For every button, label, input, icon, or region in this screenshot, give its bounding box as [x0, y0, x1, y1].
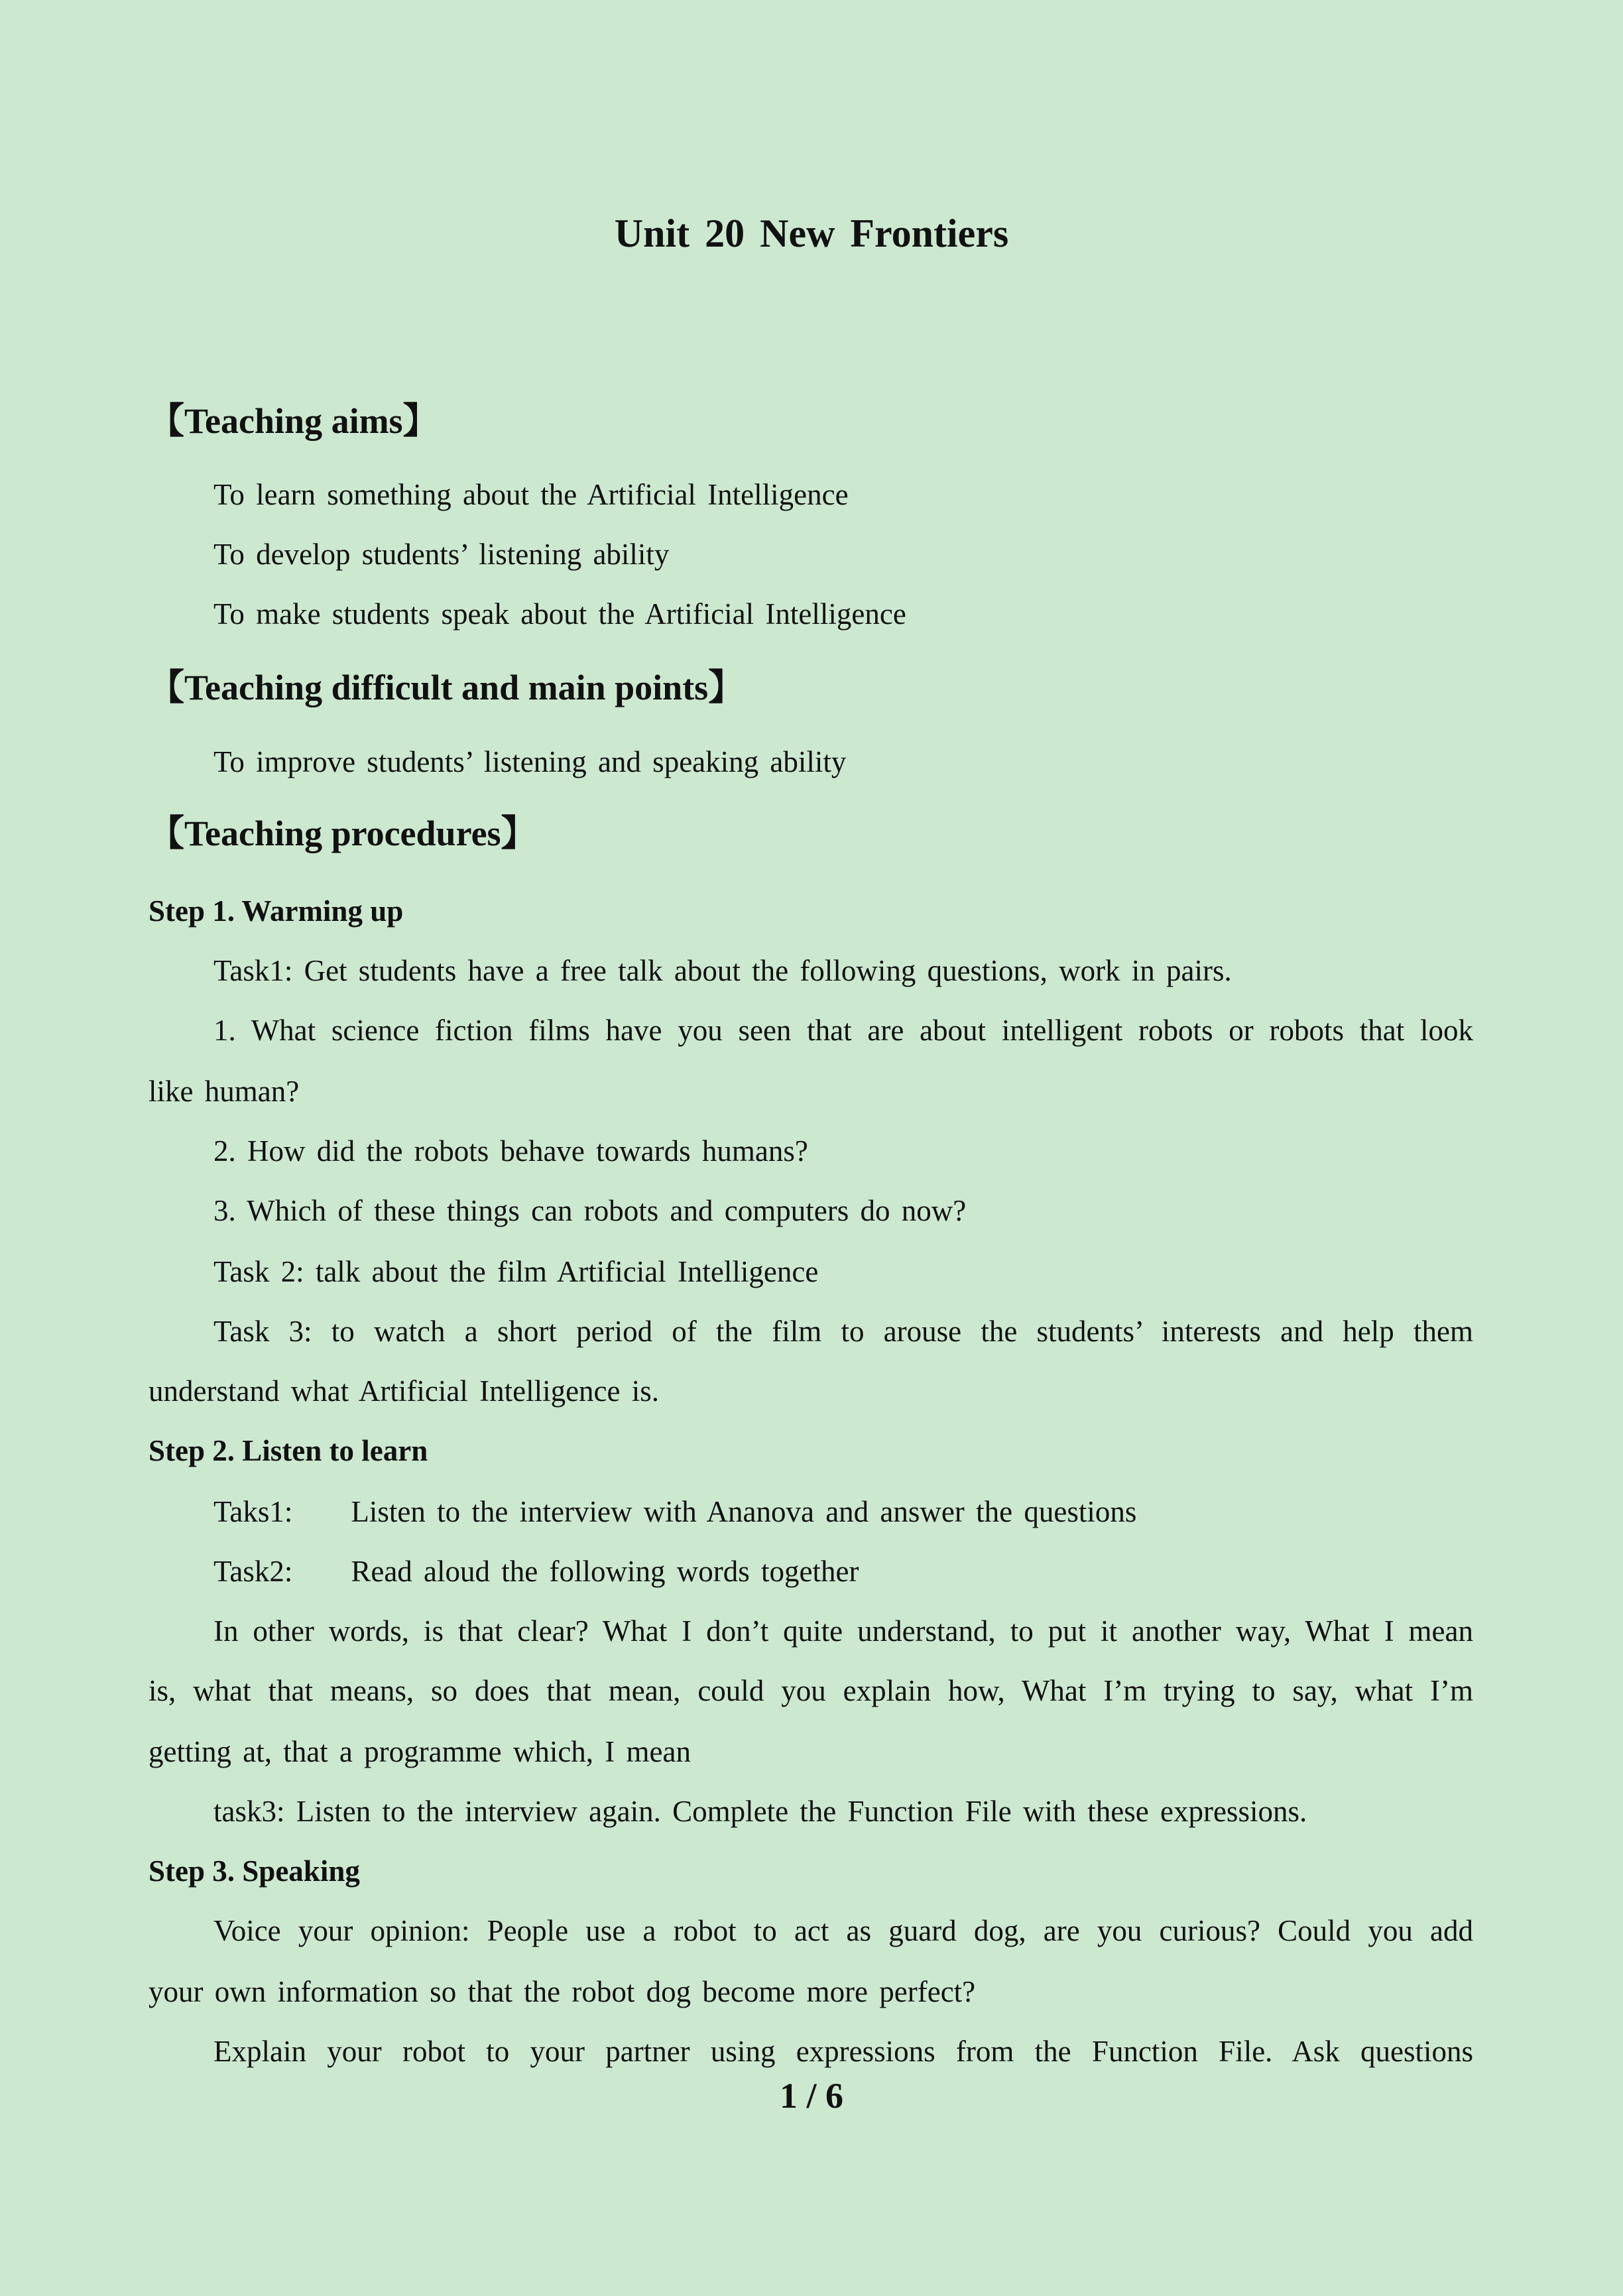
task-label: Task2:: [213, 1555, 293, 1588]
step2-words-line1: In other words, is that clear? What I don’t quite understand, to put it another way, What I mean: [213, 1614, 1473, 1648]
step2-task1: [213, 1494, 1136, 1529]
step2-words-line3: getting at, that a programme which, I mean: [149, 1735, 691, 1768]
step3-heading: Step 3. Speaking: [149, 1854, 360, 1888]
step2-heading: Step 2. Listen to learn: [149, 1434, 428, 1467]
step1-question3: 3. Which of these things can robots and computers do now?: [213, 1194, 967, 1227]
teaching-procedures-heading: 【Teaching procedures】: [149, 814, 537, 853]
step1-heading: Step 1. Warming up: [149, 894, 404, 928]
step3-paragraph2-line1: Explain your robot to your partner using expressions from the Function File. Ask questions: [213, 2035, 1473, 2068]
step1-task1: Task1: Get students have a free talk about the following questions, work in pairs.: [213, 954, 1232, 987]
task-text: Listen to the interview with Ananova and answer the questions: [351, 1495, 1137, 1528]
aim-item: To develop students’ listening ability: [213, 538, 670, 571]
step1-task2: Task 2: talk about the film Artificial Intelligence: [213, 1255, 819, 1288]
aim-item: To make students speak about the Artificial Intelligence: [213, 597, 906, 631]
page-title: Unit 20 New Frontiers: [614, 211, 1009, 255]
teaching-points-heading: 【Teaching difficult and main points】: [149, 668, 745, 707]
step1-question1-line1: 1. What science fiction films have you seen that are about intelligent robots or robots that look: [213, 1014, 1473, 1047]
step2-words-line2: is, what that means, so does that mean, could you explain how, What I’m trying to say, what I’m: [149, 1674, 1473, 1707]
step2-task2: [213, 1554, 859, 1589]
step1-task3-line2: understand what Artificial Intelligence is.: [149, 1374, 660, 1408]
step3-paragraph1-line2: your own information so that the robot dog become more perfect?: [149, 1975, 976, 2008]
task-text: Read aloud the following words together: [351, 1555, 859, 1588]
step2-task3: task3: Listen to the interview again. Complete the Function File with these expressions.: [213, 1795, 1307, 1828]
task-label: Taks1:: [213, 1495, 293, 1528]
page-number: 1 / 6: [779, 2076, 843, 2116]
step1-task3-line1: Task 3: to watch a short period of the film to arouse the students’ interests and help them: [213, 1315, 1473, 1348]
step1-question1-line2: like human?: [149, 1075, 300, 1108]
teaching-aims-heading: 【Teaching aims】: [149, 401, 439, 441]
step3-paragraph1-line1: Voice your opinion: People use a robot to act as guard dog, are you curious? Could you add: [213, 1914, 1473, 1947]
aim-item: To learn something about the Artificial Intelligence: [213, 478, 849, 511]
point-item: To improve students’ listening and speaking ability: [213, 745, 847, 778]
step1-question2: 2. How did the robots behave towards humans?: [213, 1134, 808, 1168]
